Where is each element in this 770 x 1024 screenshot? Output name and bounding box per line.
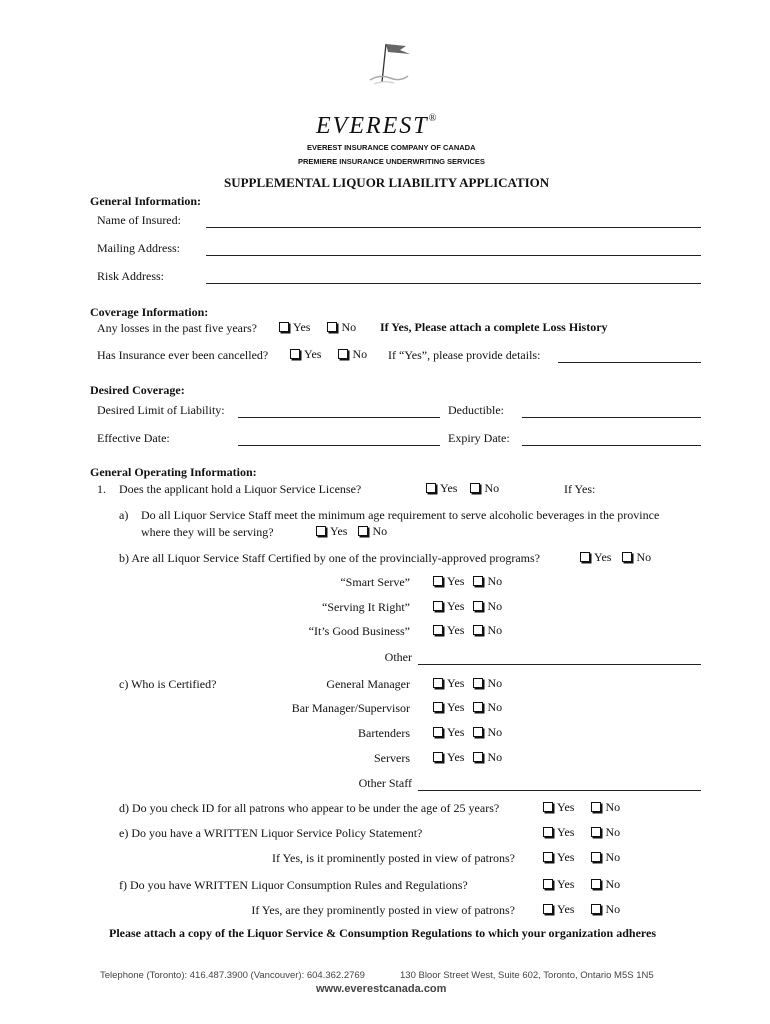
qd-question: d) Do you check ID for all patrons who appear to be under the age of 25 years? (119, 801, 500, 815)
checkbox-icon[interactable] (591, 879, 601, 889)
role-bartenders: Bartenders (358, 726, 410, 740)
deductible-label: Deductible: (448, 403, 504, 417)
footer-phones: Telephone (Toronto): 416.487.3900 (Vancouver): 604.362.2769 (100, 970, 365, 981)
other-staff-field[interactable] (418, 790, 701, 791)
checkbox-icon[interactable] (473, 576, 483, 586)
qf-options (543, 877, 620, 892)
q1-ifyes: If Yes: (564, 482, 596, 496)
qa-yes[interactable]: Yes (316, 524, 347, 539)
option-yes[interactable]: Yes (433, 750, 464, 765)
losses-yes[interactable]: Yes (279, 320, 310, 335)
qc-question: c) Who is Certified? (119, 677, 217, 691)
limit-field[interactable] (238, 417, 440, 418)
checkbox-icon[interactable] (473, 752, 483, 762)
option-yes[interactable]: Yes (543, 902, 574, 917)
general-heading: General Information: (90, 194, 201, 208)
checkbox-icon[interactable] (473, 678, 483, 688)
name-field[interactable] (206, 227, 701, 228)
option-yes[interactable]: Yes (433, 599, 464, 614)
checkbox-icon[interactable] (433, 752, 443, 762)
qe-sub-options (543, 850, 620, 865)
program-smart-serve-options (433, 574, 502, 589)
option-no[interactable]: No (473, 623, 502, 638)
role-servers-options (433, 750, 502, 765)
role-servers: Servers (374, 751, 410, 765)
checkbox-icon[interactable] (338, 349, 348, 359)
q1-options (426, 481, 499, 496)
checkbox-icon[interactable] (580, 552, 590, 562)
option-no[interactable]: No (473, 750, 502, 765)
option-no[interactable]: No (591, 825, 620, 840)
option-yes[interactable]: Yes (543, 850, 574, 865)
checkbox-icon[interactable] (470, 483, 480, 493)
qa-line2: where they will be serving? (141, 525, 274, 539)
program-good-business-options (433, 623, 502, 638)
qa-no[interactable]: No (358, 524, 387, 539)
role-bartenders-options (433, 725, 502, 740)
effective-date-field[interactable] (238, 445, 440, 446)
option-yes[interactable]: Yes (433, 676, 464, 691)
checkbox-icon[interactable] (543, 852, 553, 862)
checkbox-icon[interactable] (433, 625, 443, 635)
name-label: Name of Insured: (97, 213, 181, 227)
qe-subquestion: If Yes, is it prominently posted in view of patrons? (272, 851, 515, 865)
deductible-field[interactable] (522, 417, 701, 418)
coverage-heading: Coverage Information: (90, 305, 209, 319)
cancelled-options (290, 347, 367, 362)
option-yes[interactable]: Yes (433, 725, 464, 740)
checkbox-icon[interactable] (279, 322, 289, 332)
flag-logo-icon (364, 38, 420, 88)
losses-question: Any losses in the past five years? (97, 321, 257, 335)
footer-address: 130 Bloor Street West, Suite 602, Toronto, Ontario M5S 1N5 (400, 970, 654, 981)
limit-label: Desired Limit of Liability: (97, 403, 225, 417)
q1-yes[interactable]: Yes (426, 481, 457, 496)
checkbox-icon[interactable] (543, 879, 553, 889)
cancelled-no[interactable]: No (338, 347, 367, 362)
checkbox-icon[interactable] (473, 601, 483, 611)
checkbox-icon[interactable] (433, 727, 443, 737)
option-no[interactable]: No (473, 725, 502, 740)
desired-heading: Desired Coverage: (90, 383, 185, 397)
expiry-label: Expiry Date: (448, 431, 510, 445)
option-no[interactable]: No (473, 676, 502, 691)
option-no[interactable]: No (473, 574, 502, 589)
cancelled-question: Has Insurance ever been cancelled? (97, 348, 269, 362)
program-serving-it-right: “Serving It Right” (322, 600, 410, 614)
program-smart-serve: “Smart Serve” (340, 575, 410, 589)
qe-options (543, 825, 620, 840)
option-no[interactable]: No (591, 877, 620, 892)
option-yes[interactable]: Yes (543, 877, 574, 892)
losses-note: If Yes, Please attach a complete Loss History (380, 320, 608, 334)
qb-no[interactable]: No (622, 550, 651, 565)
risk-field[interactable] (206, 283, 701, 284)
company-tagline: PREMIERE INSURANCE UNDERWRITING SERVICES (298, 157, 485, 166)
losses-no[interactable]: No (327, 320, 356, 335)
expiry-date-field[interactable] (522, 445, 701, 446)
checkbox-icon[interactable] (622, 552, 632, 562)
program-other-label: Other (384, 650, 412, 664)
q1-question: Does the applicant hold a Liquor Service License? (119, 482, 362, 496)
cancelled-note: If “Yes”, please provide details: (388, 348, 541, 362)
option-no[interactable]: No (591, 850, 620, 865)
program-other-field[interactable] (418, 664, 701, 665)
qe-question: e) Do you have a WRITTEN Liquor Service Policy Statement? (119, 826, 423, 840)
checkbox-icon[interactable] (433, 702, 443, 712)
checkbox-icon[interactable] (473, 625, 483, 635)
option-yes[interactable]: Yes (433, 623, 464, 638)
qb-options (580, 550, 651, 565)
form-title: SUPPLEMENTAL LIQUOR LIABILITY APPLICATION (224, 175, 550, 190)
option-no[interactable]: No (473, 700, 502, 715)
qb-yes[interactable]: Yes (580, 550, 611, 565)
qf-sub-options (543, 902, 620, 917)
checkbox-icon[interactable] (316, 526, 326, 536)
option-yes[interactable]: Yes (433, 574, 464, 589)
program-serving-options (433, 599, 502, 614)
logo-wordmark: EVEREST (316, 113, 429, 139)
operating-heading: General Operating Information: (90, 465, 257, 479)
role-bar-manager-options (433, 700, 502, 715)
qb-question: b) Are all Liquor Service Staff Certified by one of the provincially-approved programs? (119, 551, 540, 565)
everest-logo (316, 113, 438, 140)
mailing-field[interactable] (206, 255, 701, 256)
option-no[interactable]: No (591, 800, 620, 815)
checkbox-icon[interactable] (591, 802, 601, 812)
effective-label: Effective Date: (97, 431, 170, 445)
cancelled-yes[interactable]: Yes (290, 347, 321, 362)
checkbox-icon[interactable] (327, 322, 337, 332)
option-yes[interactable]: Yes (433, 700, 464, 715)
qa-letter: a) (119, 508, 129, 522)
cancelled-details-field[interactable] (558, 362, 701, 363)
checkbox-icon[interactable] (543, 827, 553, 837)
checkbox-icon[interactable] (433, 678, 443, 688)
mailing-label: Mailing Address: (97, 241, 180, 255)
checkbox-icon[interactable] (543, 904, 553, 914)
role-bar-manager: Bar Manager/Supervisor (291, 701, 410, 715)
checkbox-icon[interactable] (433, 576, 443, 586)
checkbox-icon[interactable] (473, 727, 483, 737)
checkbox-icon[interactable] (591, 852, 601, 862)
q1-number: 1. (97, 482, 106, 496)
qa-line1: Do all Liquor Service Staff meet the minimum age requirement to serve alcoholic beverages in the province (141, 508, 660, 522)
checkbox-icon[interactable] (426, 483, 436, 493)
registered-mark: ® (428, 113, 439, 124)
option-no[interactable]: No (591, 902, 620, 917)
company-name: EVEREST INSURANCE COMPANY OF CANADA (307, 143, 476, 152)
checkbox-icon[interactable] (290, 349, 300, 359)
checkbox-icon[interactable] (543, 802, 553, 812)
losses-options (279, 320, 356, 335)
q1-no[interactable]: No (470, 481, 499, 496)
program-its-good-business: “It’s Good Business” (308, 624, 410, 638)
qf-question: f) Do you have WRITTEN Liquor Consumption Rules and Regulations? (119, 878, 468, 892)
option-yes[interactable]: Yes (543, 825, 574, 840)
checkbox-icon[interactable] (358, 526, 368, 536)
role-general-manager: General Manager (326, 677, 410, 691)
option-no[interactable]: No (473, 599, 502, 614)
qd-options (543, 800, 620, 815)
checkbox-icon[interactable] (433, 601, 443, 611)
qf-subquestion: If Yes, are they prominently posted in view of patrons? (251, 903, 515, 917)
risk-label: Risk Address: (97, 269, 165, 283)
other-staff-label: Other Staff (358, 776, 412, 790)
option-yes[interactable]: Yes (543, 800, 574, 815)
checkbox-icon[interactable] (473, 702, 483, 712)
checkbox-icon[interactable] (591, 827, 601, 837)
qa-options (316, 524, 387, 539)
checkbox-icon[interactable] (591, 904, 601, 914)
attach-note: Please attach a copy of the Liquor Service & Consumption Regulations to which your organization adheres (109, 926, 657, 940)
role-gm-options (433, 676, 502, 691)
footer-website[interactable]: www.everestcanada.com (316, 983, 447, 995)
